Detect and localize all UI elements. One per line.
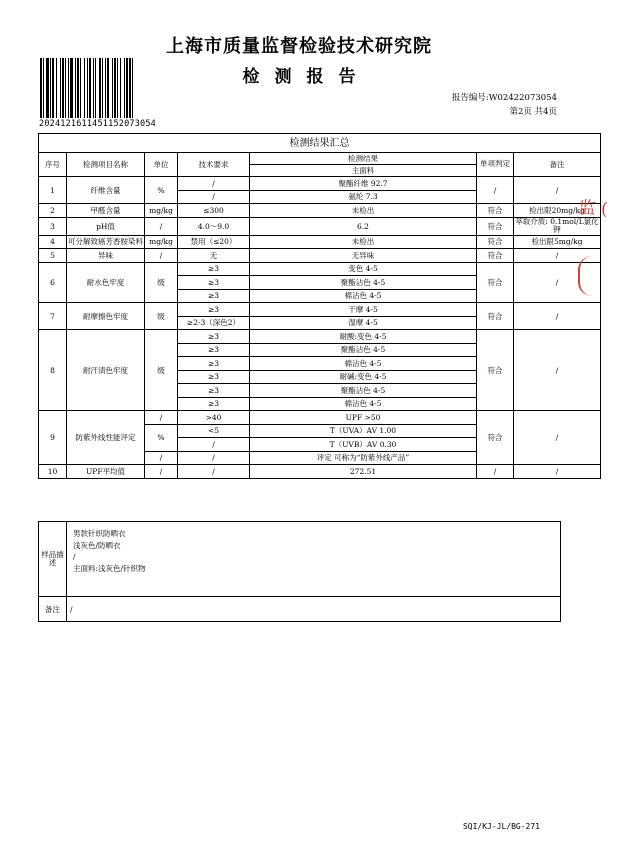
cell-requirement: ≥3	[178, 397, 250, 411]
sample-line: 主面料:浅灰色/针织物	[73, 563, 146, 573]
cell-item: pH值	[67, 217, 145, 235]
cell-unit: mg/kg	[145, 204, 178, 218]
cell-seq: 3	[39, 217, 67, 235]
cell-unit: /	[145, 411, 178, 425]
cell-result: UPF >50	[250, 411, 477, 425]
footer-form-code: SQI/KJ-JL/BG-271	[462, 822, 540, 831]
cell-result: 聚酯纤维 92.7	[250, 177, 477, 191]
remark-value: /	[67, 597, 561, 622]
table-row	[39, 249, 601, 263]
cell-remark: /	[514, 411, 601, 465]
cell-requirement: ≥3	[178, 303, 250, 317]
cell-result: 棉沾色 4-5	[250, 289, 477, 303]
cell-result: 氨纶 7.3	[250, 190, 477, 204]
cell-requirement: ≥3	[178, 276, 250, 290]
sample-label: 样品描述	[39, 522, 67, 597]
table-row	[39, 217, 601, 235]
cell-result: 棉沾色 4-5	[250, 357, 477, 371]
barcode-image	[40, 58, 152, 118]
cell-judgement: /	[477, 177, 514, 204]
header-result: 检测结果	[250, 153, 477, 165]
red-stamp: 监 (	[578, 197, 609, 220]
cell-result: 未检出	[250, 235, 477, 249]
results-summary-table-wrap	[38, 133, 599, 479]
cell-requirement: /	[178, 451, 250, 465]
cell-result: 棉沾色 4-5	[250, 397, 477, 411]
cell-result: 评定 可称为“防紫外线产品”	[250, 451, 477, 465]
cell-result: 耐碱:变色 4-5	[250, 370, 477, 384]
table-row	[39, 177, 601, 191]
cell-seq: 7	[39, 303, 67, 330]
cell-seq: 9	[39, 411, 67, 465]
cell-item: 耐水色牢度	[67, 262, 145, 303]
sample-remark-table	[38, 521, 561, 622]
cell-result: 干摩 4-5	[250, 303, 477, 317]
stamp-border	[578, 256, 610, 296]
cell-requirement: /	[178, 190, 250, 204]
cell-result: 聚酯沾色 4-5	[250, 384, 477, 398]
cell-item: 可分解致癌芳香胺染料	[67, 235, 145, 249]
cell-requirement: 4.0～9.0	[178, 217, 250, 235]
cell-result: T（UVA）AV 1.00	[250, 424, 477, 438]
cell-judgement: 符合	[477, 330, 514, 411]
cell-remark: 检出限20mg/kg	[514, 204, 601, 218]
cell-requirement: ≥3	[178, 330, 250, 344]
cell-unit: 级	[145, 262, 178, 303]
cell-unit: /	[145, 465, 178, 479]
cell-item: 耐摩擦色牢度	[67, 303, 145, 330]
table-row	[39, 235, 601, 249]
page-info: 第2页 共4页	[509, 107, 557, 117]
cell-judgement: 符合	[477, 235, 514, 249]
table-caption: 检测结果汇总	[39, 134, 601, 153]
cell-unit: %	[145, 424, 178, 451]
cell-item: UPF平均值	[67, 465, 145, 479]
cell-judgement: 符合	[477, 303, 514, 330]
table-row	[39, 303, 601, 317]
institute-name: 上海市质量监督检验技术研究院	[166, 36, 432, 57]
barcode-number: 20241216114511520730​54	[39, 119, 156, 129]
document-title: 检测报告	[242, 67, 371, 87]
cell-unit: /	[145, 217, 178, 235]
cell-requirement: /	[178, 177, 250, 191]
table-row	[39, 411, 601, 425]
cell-judgement: 符合	[477, 262, 514, 303]
cell-judgement: 符合	[477, 411, 514, 465]
cell-result: 耐酸:变色 4-5	[250, 330, 477, 344]
cell-result: 272.51	[250, 465, 477, 479]
table-row	[39, 262, 601, 276]
cell-unit: /	[145, 249, 178, 263]
header-result-sub: 主面料	[250, 165, 477, 177]
cell-result: 聚酯沾色 4-5	[250, 276, 477, 290]
cell-requirement: >40	[178, 411, 250, 425]
cell-result: 聚酯沾色 4-5	[250, 343, 477, 357]
header-seq: 序号	[39, 153, 67, 177]
cell-requirement: /	[178, 438, 250, 452]
cell-remark: /	[514, 262, 601, 303]
cell-item: 防紫外线性能评定	[67, 411, 145, 465]
cell-result: 无异味	[250, 249, 477, 263]
cell-requirement: ≥3	[178, 384, 250, 398]
cell-requirement: ≥3	[178, 262, 250, 276]
cell-remark: /	[514, 465, 601, 479]
cell-item: 纤维含量	[67, 177, 145, 204]
cell-requirement: ≥3	[178, 289, 250, 303]
cell-item: 异味	[67, 249, 145, 263]
header-judgement: 单项判定	[477, 153, 514, 177]
header-requirement: 技术要求	[178, 153, 250, 177]
header-item: 检测项目名称	[67, 153, 145, 177]
cell-remark: 萃取介质: 0.1mol/L氯化钾	[515, 216, 599, 234]
cell-item: 耐汗渍色牢度	[67, 330, 145, 411]
cell-judgement: 符合	[477, 217, 514, 235]
remark-label: 备注	[39, 597, 67, 622]
cell-unit: mg/kg	[145, 235, 178, 249]
cell-unit: 级	[145, 330, 178, 411]
header-unit: 单位	[145, 153, 178, 177]
cell-seq: 8	[39, 330, 67, 411]
sample-line: /	[73, 552, 76, 561]
cell-requirement: ≤300	[178, 204, 250, 218]
cell-remark: /	[514, 303, 601, 330]
cell-requirement: ≥2-3（深色2）	[178, 316, 250, 330]
sample-line: 男款针织防晒衣	[73, 529, 126, 538]
table-row	[39, 204, 601, 218]
cell-requirement: ≥3	[178, 370, 250, 384]
cell-requirement: 禁用（≤20）	[178, 235, 250, 249]
results-summary-table	[38, 133, 601, 479]
cell-remark: /	[514, 249, 601, 263]
cell-seq: 4	[39, 235, 67, 249]
cell-seq: 2	[39, 204, 67, 218]
cell-judgement: /	[477, 465, 514, 479]
cell-result: 湿摩 4-5	[250, 316, 477, 330]
cell-requirement: ≥3	[178, 357, 250, 371]
cell-result: T（UVB）AV 0.30	[250, 438, 477, 452]
cell-remark: /	[514, 330, 601, 411]
cell-remark: /	[514, 177, 601, 204]
cell-seq: 10	[39, 465, 67, 479]
report-number: 报告编号:W02422073054	[451, 93, 557, 103]
cell-seq: 1	[39, 177, 67, 204]
sample-line: 浅灰色/防晒衣	[73, 540, 121, 550]
cell-result: 6.2	[250, 217, 477, 235]
header-remark: 备注	[514, 153, 601, 177]
cell-requirement: 无	[178, 249, 250, 263]
cell-judgement: 符合	[477, 204, 514, 218]
cell-item: 甲醛含量	[67, 204, 145, 218]
cell-requirement: ≥3	[178, 343, 250, 357]
cell-seq: 6	[39, 262, 67, 303]
table-row	[39, 465, 601, 479]
cell-result: 未检出	[250, 204, 477, 218]
cell-judgement: 符合	[477, 249, 514, 263]
results-body	[39, 177, 601, 479]
cell-remark: 检出限5mg/kg	[514, 235, 601, 249]
cell-unit: %	[145, 177, 178, 204]
cell-requirement: /	[178, 465, 250, 479]
cell-requirement: <5	[178, 424, 250, 438]
cell-result: 变色 4-5	[250, 262, 477, 276]
sample-description	[67, 522, 561, 597]
cell-unit: 级	[145, 303, 178, 330]
cell-seq: 5	[39, 249, 67, 263]
cell-unit: /	[145, 451, 178, 465]
table-row	[39, 330, 601, 344]
